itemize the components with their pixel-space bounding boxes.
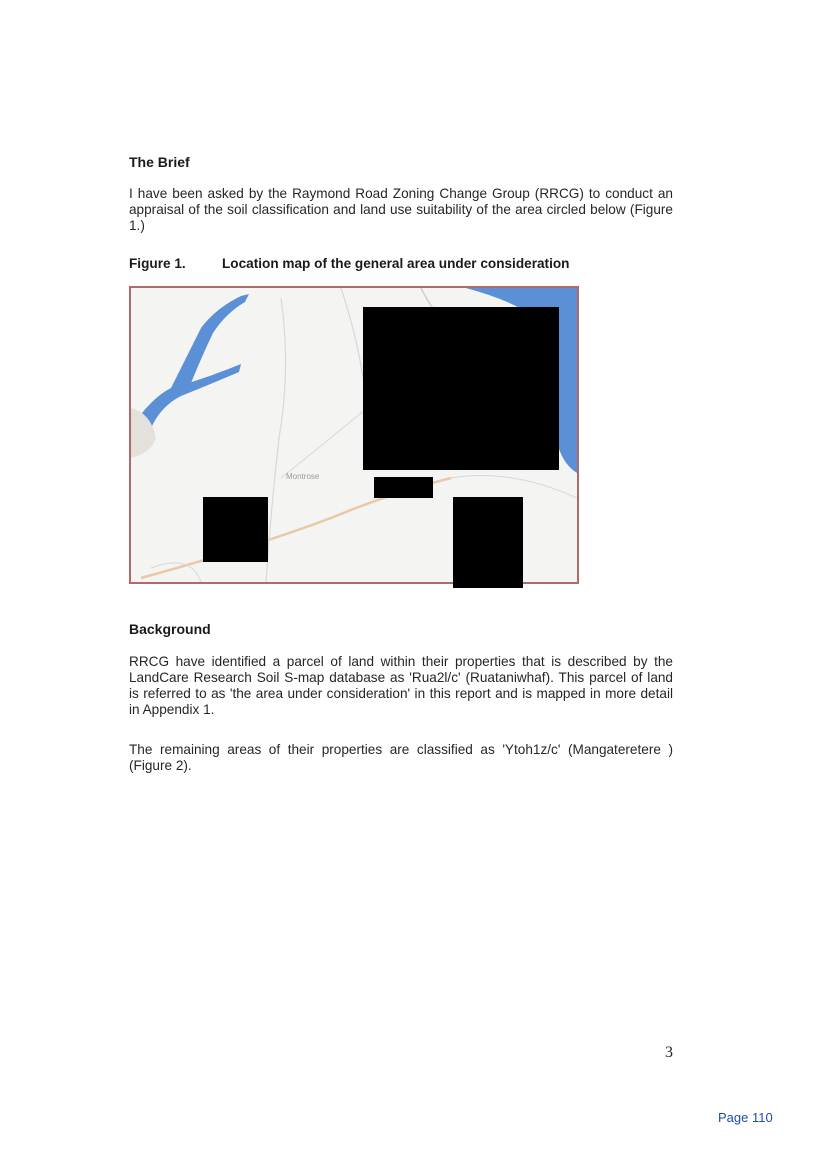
page-label: Page 110 <box>718 1110 773 1125</box>
page-number: 3 <box>665 1044 673 1061</box>
background-paragraph-1: RRCG have identified a parcel of land within their properties that is described by the LandCare Research Soil S-map database as 'Rua2l/c' (Ruataniwhaf). This parcel of land is referred to as 'the area under consideration' in this report and is mapped in more detail in Appendix 1. <box>129 654 673 717</box>
figure-caption: Location map of the general area under consideration <box>222 256 570 271</box>
background-paragraph-2: The remaining areas of their properties are classified as 'Ytoh1z/c' (Mangateretere ) (Figure 2). <box>129 742 673 773</box>
map-place-label: Montrose <box>286 472 320 481</box>
road <box>281 408 367 478</box>
river-branch <box>171 294 249 388</box>
redaction-block <box>374 477 433 498</box>
road <box>451 476 577 499</box>
redaction-block <box>203 497 268 562</box>
brief-paragraph: I have been asked by the Raymond Road Zoning Change Group (RRCG) to conduct an appraisal of the soil classification and land use suitability of the area circled below (Figure 1.) <box>129 186 673 233</box>
brief-heading: The Brief <box>129 154 190 170</box>
background-heading: Background <box>129 621 211 637</box>
road <box>266 298 286 582</box>
redaction-block <box>453 497 523 588</box>
figure-number: Figure 1. <box>129 256 186 271</box>
redaction-block <box>363 307 559 470</box>
